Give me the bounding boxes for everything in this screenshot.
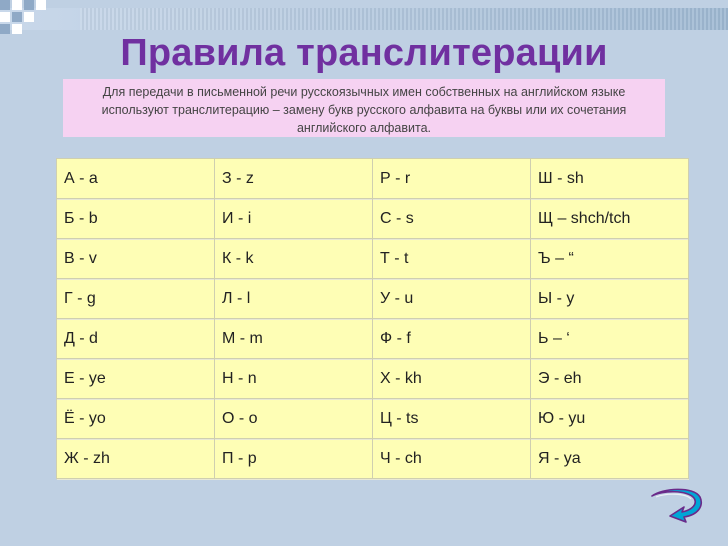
transliteration-table (56, 158, 689, 479)
table-cell: Ц - ts (373, 399, 531, 439)
table-cell: Я - ya (531, 439, 689, 479)
table-cell: Ч - ch (373, 439, 531, 479)
table-cell: К - k (215, 239, 373, 279)
intro-text: Для передачи в письменной речи русскоязычных имен собственных на английском языке используют транслитерацию – замену букв русского алфавита на буквы или их сочетания английского алфавита. (63, 79, 665, 137)
table-row (57, 439, 689, 479)
table-cell: Ш - sh (531, 159, 689, 199)
table-row (57, 399, 689, 439)
table-cell: Х - kh (373, 359, 531, 399)
slide-title: Правила транслитерации (120, 32, 608, 74)
table-cell: М - m (215, 319, 373, 359)
table-cell: Б - b (57, 199, 215, 239)
table-cell: А - a (57, 159, 215, 199)
table-row (57, 199, 689, 239)
table-row (57, 319, 689, 359)
table-cell: З - z (215, 159, 373, 199)
table-cell: Г - g (57, 279, 215, 319)
table-cell: Т - t (373, 239, 531, 279)
table-cell: Ы - y (531, 279, 689, 319)
table-cell: Д - d (57, 319, 215, 359)
table-cell: Ж - zh (57, 439, 215, 479)
table-cell: Э - eh (531, 359, 689, 399)
table-row (57, 239, 689, 279)
table-cell: Щ – shch/tch (531, 199, 689, 239)
table-row (57, 279, 689, 319)
table-row (57, 159, 689, 199)
table-cell: В - v (57, 239, 215, 279)
table-cell: Н - n (215, 359, 373, 399)
table-row (57, 359, 689, 399)
table-cell: Ф - f (373, 319, 531, 359)
table-cell: П - p (215, 439, 373, 479)
table-cell: Л - l (215, 279, 373, 319)
table-cell: Ъ – “ (531, 239, 689, 279)
table-cell: О - o (215, 399, 373, 439)
table-cell: У - u (373, 279, 531, 319)
table-cell: Ь – ‘ (531, 319, 689, 359)
table-cell: Р - r (373, 159, 531, 199)
table-cell: И - i (215, 199, 373, 239)
curved-arrow-icon[interactable] (648, 488, 704, 524)
table-cell: Е - ye (57, 359, 215, 399)
table-cell: Ю - yu (531, 399, 689, 439)
table-cell: Ё - yo (57, 399, 215, 439)
header-band (0, 8, 728, 30)
table-cell: С - s (373, 199, 531, 239)
